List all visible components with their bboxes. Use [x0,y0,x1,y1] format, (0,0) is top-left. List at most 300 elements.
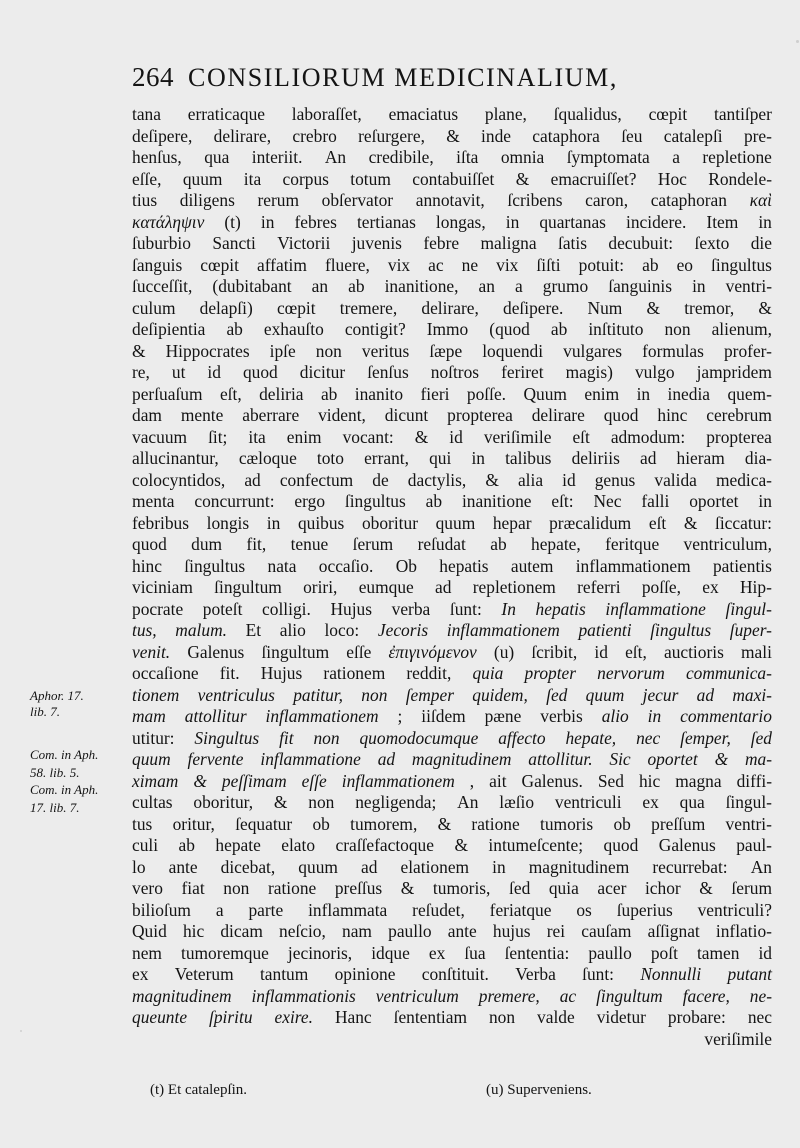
word: Jecoris [377,620,429,640]
word: pæne [484,706,522,726]
footnotes [150,1082,750,1104]
word: cerebrum [706,405,772,425]
word: diligens [179,190,235,210]
word: reddit, [406,663,452,683]
word: viciniam [132,577,193,597]
text-line [132,620,772,642]
word: Quid [132,921,167,941]
word: ſeu [621,125,643,146]
word: nem [132,942,162,963]
word: communica- [685,663,772,683]
word: ſiccatur: [715,512,772,533]
word: in [492,856,506,877]
word: in [505,211,520,232]
text-line [132,663,772,685]
text-line [132,169,772,191]
word: an [311,276,329,296]
word: errant, [364,448,409,468]
text-line [132,470,772,492]
word: fieri [420,383,450,404]
word: ratione [471,813,520,834]
text-line [132,900,772,922]
word: An [750,856,772,877]
word: hinc [657,405,688,425]
word: non [488,1007,516,1027]
word: deſipientia [132,319,206,339]
word: ſunt: [449,598,482,619]
word: rei [546,921,566,941]
word: ſingultum [596,985,663,1006]
word: Sancti [212,233,256,253]
word: Galenus. [521,770,583,791]
word: tus, [132,620,157,640]
running-title: CONSILIORUM MEDICINALIUM, [188,63,618,92]
word: maxi- [732,684,772,705]
word: An [457,792,479,812]
word: & [273,792,288,812]
word: genus [594,469,636,490]
word: propter [524,663,577,683]
word: Hoc [657,168,687,189]
text-line [132,706,772,728]
word: a [672,147,680,167]
word: cataphora [532,125,600,146]
word: ratione [267,878,317,898]
word: læſio [499,792,535,812]
word: conſtituit. [421,964,489,984]
word: pre- [743,125,772,146]
word: verbis [540,706,583,726]
word: delapſi) [199,297,253,318]
word: non [223,878,250,898]
word: facere, [682,985,730,1006]
word: nec [636,727,661,748]
text-line [132,685,772,707]
word: utitur: [132,727,175,748]
word: perſuaſum [132,383,203,404]
word: valida [654,469,697,490]
word: qua [204,147,230,167]
text-line [132,857,772,879]
word: pocrate [132,598,184,619]
word: de [372,469,389,490]
word: Hanc [334,1007,372,1027]
word: magnitudinem [132,985,232,1006]
word: Num [587,297,623,318]
word: An [324,147,347,167]
word: mali [741,641,772,662]
word: falli [641,491,670,511]
word: id [594,641,608,662]
word: premere, [478,985,540,1006]
word: concurrunt: [194,491,275,511]
word: verba [391,598,431,619]
word: ichor [644,878,681,898]
word: hujus [492,921,531,941]
word: jecinoris, [287,942,353,963]
word: dum [191,534,223,554]
word: recurrebat: [652,856,728,877]
word: ne- [749,985,772,1006]
word: id [207,362,221,382]
word: die [750,233,772,253]
word: cauſam [581,921,632,941]
word: quum [585,684,625,705]
text-line [132,384,772,406]
word: tumorem, [350,813,418,834]
text-line [132,835,772,857]
text-line [132,341,772,363]
word: ſanguis [132,254,183,275]
word: oriri, [303,577,338,597]
word: feriret [501,362,544,382]
word: quum [132,749,171,769]
word: quod [603,405,639,425]
word: eſt [648,512,667,533]
word: potuit: [578,254,625,275]
word: hic [182,921,205,941]
word: in [647,706,662,726]
word: inflammatione [605,598,706,619]
word: deſipere. [503,297,564,318]
text-line [132,921,772,943]
word: alienum, [711,319,772,339]
word: exhauſto [263,319,324,339]
word: Hujus [260,663,303,683]
word: aberrare [242,405,300,425]
word: cœpit [648,104,688,124]
margin-note: 17. lib. 7. [30,800,80,815]
word: hepatis [439,555,489,576]
text-line [132,212,772,234]
word: admodum: [610,426,686,447]
word: probare: [667,1007,726,1027]
word: inflammationis [251,985,356,1006]
word: reſudat [417,534,466,554]
word: affecto [498,727,546,748]
word: enim [286,426,322,447]
word: enim [584,383,620,404]
word: quum [435,512,476,533]
text-line [132,728,772,750]
word: elato [281,835,316,855]
word: quibus [297,512,345,533]
word: κατάληψιν [132,211,205,232]
word: Galenus [187,641,245,662]
word: inanitione, [384,276,459,296]
word: quomodocumque [359,727,479,748]
word: occaſio. [318,555,374,576]
word: inflatio- [715,921,772,941]
word: cœpit [276,297,316,318]
word: eſſe, [132,168,162,189]
word: & [193,770,207,791]
word: inflammatione [260,749,361,769]
word: ab [425,491,443,511]
word: hepar [492,512,532,533]
word: valde [537,1007,575,1027]
word: quum [182,168,223,189]
word: inflammata [308,899,388,920]
word: vix [387,254,411,275]
word: ait [489,770,507,791]
word: non [315,340,342,361]
footnote-u: (u) Superveniens. [486,1082,592,1098]
text-line [132,190,772,212]
word: & [699,878,713,898]
word: reſurgere, [358,125,425,146]
word: aſſignat [647,921,700,941]
word: & [454,835,468,855]
word: auctioris [663,641,724,662]
word: ſingultus [184,555,246,576]
word: ſed [509,878,531,898]
word: eſt [572,426,590,447]
word: ſuburbio [132,233,191,253]
word: Et [245,620,262,640]
word: ; [397,706,403,726]
word: tionem [132,684,180,705]
word: eſt: [551,491,574,511]
word: ſingul- [725,598,772,619]
word: inflammationem [265,706,379,726]
word: tantum [259,964,309,984]
word: jecur [642,684,679,705]
word: ventriculi [554,792,622,812]
word: ut [171,362,186,382]
word: nata [267,555,297,576]
word: ſatis [557,233,587,253]
word: dam [132,405,162,425]
word: jampridem [696,362,772,382]
word: eſſe [301,770,327,791]
word: vulgares [563,340,623,361]
word: longas, [435,211,486,232]
word: in [758,211,772,232]
word: non [308,792,335,812]
word: (quod [489,319,530,339]
word: eſſe [346,641,372,662]
text-line [132,104,772,126]
word: poſſe, [641,577,681,597]
word: tertianas [356,211,416,232]
word: ad [377,749,396,769]
word: ab [348,276,365,296]
word: idque [371,942,410,963]
word: oboritur [361,512,418,533]
word: ab [490,534,507,554]
word: in [758,491,772,511]
word: in [471,448,485,468]
word: magna [675,770,722,791]
word: neſcio, [279,921,326,941]
word: iiſdem [421,706,466,726]
word: fit [279,727,294,748]
word: ventriculus [197,684,275,705]
word: id [758,942,772,963]
word: grumo [542,276,589,296]
word: Nonnulli [640,964,702,984]
word: ſententiam [393,1007,468,1027]
word: & [714,749,729,769]
word: Verba [515,964,556,984]
word: ita [243,168,262,189]
word: interiit. [251,147,303,167]
word: hepate, [565,727,617,748]
word: quod [603,835,639,855]
word: contigit? [344,319,406,339]
word: In [501,598,516,619]
word: nec [747,1007,772,1027]
word: referri [577,577,621,597]
word: in [692,276,706,296]
word: quidem, [472,684,528,705]
word: inſtituto [588,319,644,339]
text-line [132,491,772,513]
word: lo [132,856,146,877]
catchword-line [132,1029,772,1051]
text-line [132,298,772,320]
word: quia [472,663,504,683]
word: dia- [744,448,772,468]
word: & [485,469,499,490]
word: magnitudinem [528,856,630,877]
word: affatim [256,254,307,275]
word: hic [638,770,661,791]
word: repletione [702,147,772,167]
word: totum [350,168,391,189]
word: ex [428,942,446,963]
text-line [132,943,772,965]
word: emacruiſſet? [550,168,637,189]
word: non [313,727,340,748]
word: ſingultum [214,577,282,597]
word: & [437,813,452,834]
word: ab [178,835,195,855]
word: Veterum [174,964,234,984]
word: diffi- [736,770,772,791]
word: inflammationem [575,555,691,576]
word: ab [550,319,568,339]
text-line [132,986,772,1008]
word: ne [461,254,479,275]
word: (dubitabant [212,276,292,296]
word: attollitur [184,706,247,726]
text-line [132,147,772,169]
word: ad [361,856,378,877]
word: deſipere, [132,125,193,146]
word: & [414,426,429,447]
text-line [132,814,772,836]
word: tius [132,190,158,210]
word: plane, [484,104,527,124]
word: ſpiritu [209,1007,253,1027]
word: paullo [388,921,432,941]
word: ſenſus [367,362,409,382]
word: Hujus [330,598,373,619]
word: febre [423,233,460,253]
word: attollitur. [528,749,593,769]
word: colocyntidos, [132,469,226,490]
word: quod [132,534,167,554]
word: ſexto [694,233,730,253]
word: ab [320,383,338,404]
word: magnitudinem [411,749,512,769]
word: dicunt [384,405,429,425]
word: & [400,878,415,898]
word: catalepſi [663,125,723,146]
word: videtur [596,1007,646,1027]
margin-note: Com. in Aph. [30,747,99,763]
word: & [683,512,698,533]
word: culi [132,835,159,855]
word: peſſimam [221,770,287,791]
word: ita [248,426,266,447]
word: erraticaque [187,104,265,124]
word: craſſefactoque [335,835,434,855]
word: ſcribit, [531,641,578,662]
text-line [132,642,772,664]
word: tumoris, [432,878,491,898]
word: ſingultus [344,491,406,511]
word: juvenis [351,233,402,253]
word: annotavit, [415,190,485,210]
word: profer- [723,340,772,361]
word: inedia [667,383,711,404]
word: talibus [505,448,552,468]
word: fit, [246,534,267,554]
word: Item [706,211,739,232]
margin-note: Com. in Aph. [30,782,99,798]
body-text [132,104,772,1050]
word: credibile, [368,147,434,167]
word: Ob [395,555,417,576]
word: tana [132,104,161,124]
word: hepate [215,835,261,855]
word: ſententia: [504,942,570,963]
word: ad [435,577,452,597]
word: ſucceſſit, [132,276,193,296]
word: os [576,899,592,920]
text-line [132,276,772,298]
word: dicitur [299,362,346,382]
word: ex [132,964,149,984]
word: hinc [132,555,162,576]
word: quod [242,362,278,382]
word: alio [601,706,629,726]
word: ad [639,448,657,468]
word: vident, [318,405,366,425]
word: & [132,340,146,361]
word: loco: [324,620,360,640]
word: Sic [609,749,631,769]
word: ab [226,319,243,339]
word: fervente [187,749,244,769]
word: nam [342,921,372,941]
margin-note: 58. lib. 5. [30,764,80,780]
word: vulgo [634,362,675,382]
word: ſiſti [536,254,561,275]
word: propterea [706,426,772,447]
text-line [132,771,772,793]
word: Singultus [194,727,260,748]
word: vix [496,254,519,275]
word: ventriculi? [697,899,772,920]
word: hieram [676,448,725,468]
word: ergo [294,491,326,511]
word: formulas [642,340,704,361]
word: inde [481,125,511,146]
